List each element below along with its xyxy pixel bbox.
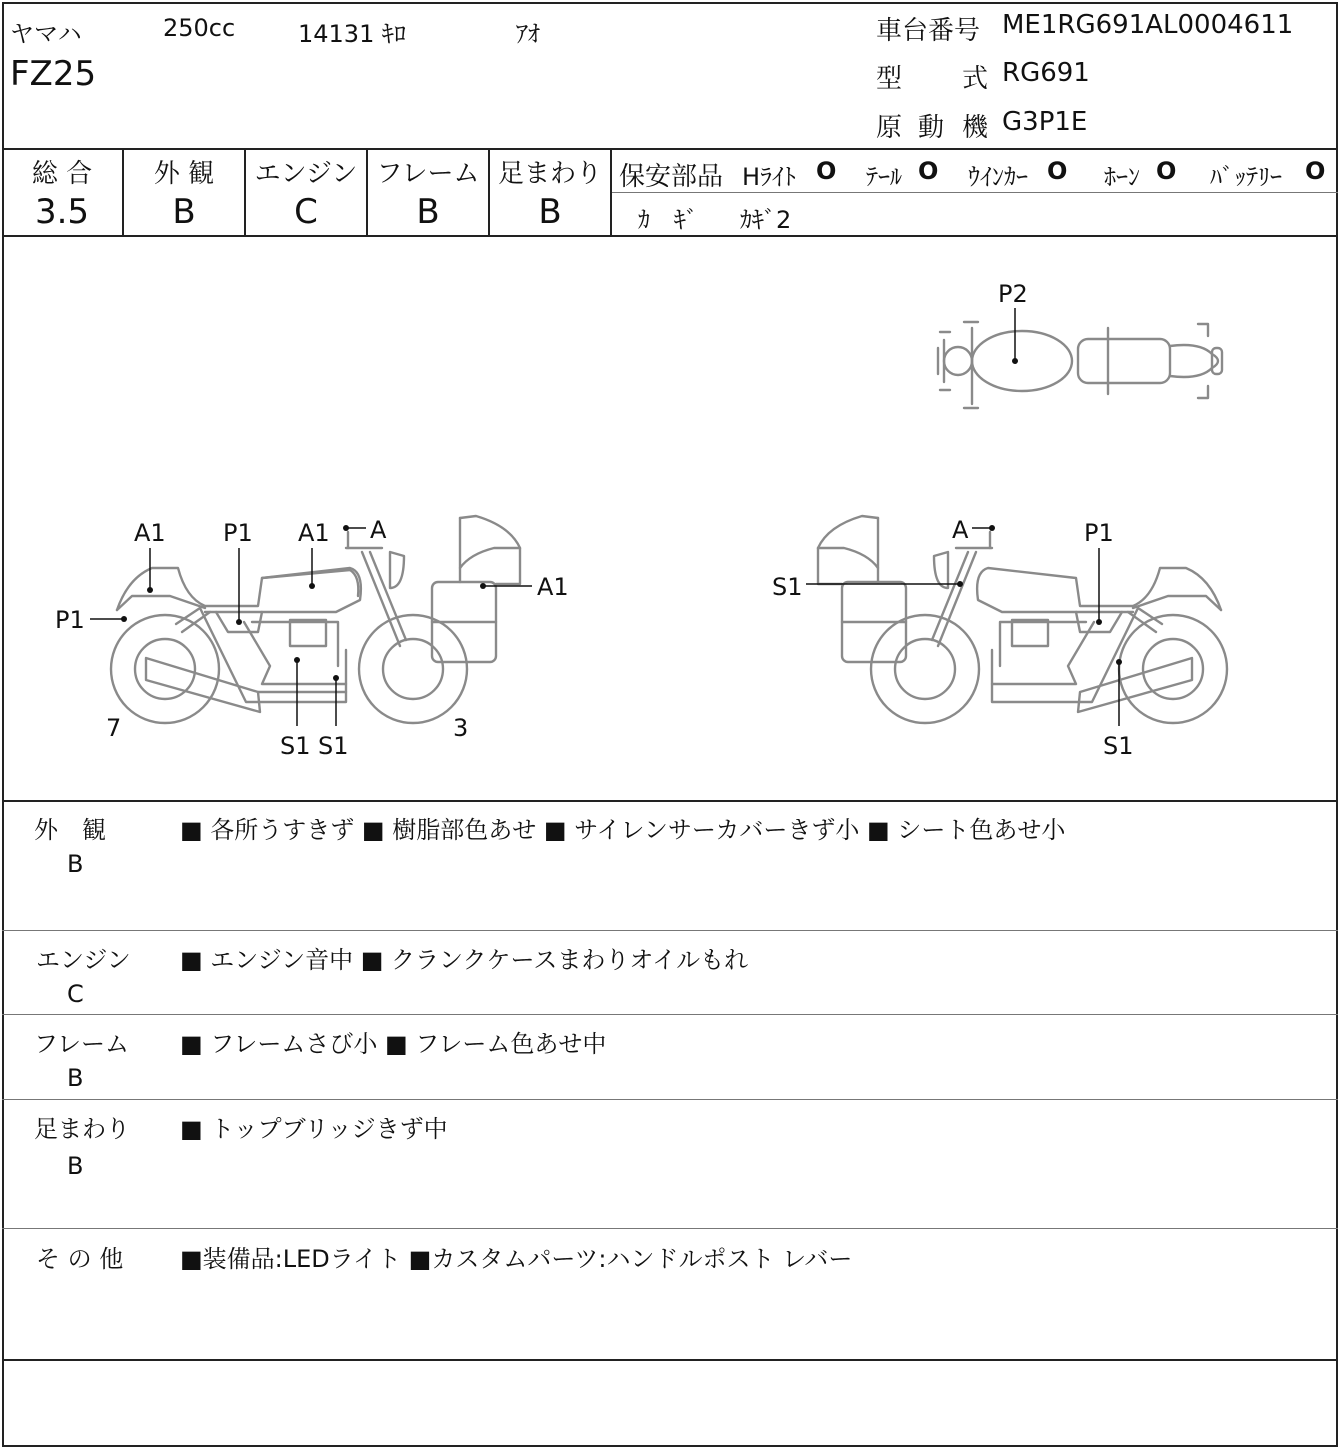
safety-battery-mark: O bbox=[1305, 157, 1326, 185]
label-a1-box: A1 bbox=[537, 573, 569, 601]
label-a1-rear: A1 bbox=[134, 519, 166, 547]
maker: ヤマハ bbox=[10, 20, 82, 48]
divider bbox=[2, 1228, 1338, 1229]
label-a1-tank: A1 bbox=[298, 519, 330, 547]
label-p1-right: P1 bbox=[1084, 519, 1114, 547]
damage-diagram bbox=[0, 236, 1341, 801]
grade-engine-label: エンジン bbox=[254, 159, 358, 189]
color: ｱｵ bbox=[516, 20, 540, 48]
note-suspension-grade: B bbox=[67, 1152, 84, 1180]
safety-horn-label: ﾎｰﾝ bbox=[1104, 163, 1140, 191]
safety-title: 保安部品 bbox=[619, 162, 724, 192]
grade-engine-value: C bbox=[294, 192, 318, 232]
label-p2: P2 bbox=[998, 280, 1028, 308]
label-p1-side: P1 bbox=[55, 606, 85, 634]
safety-horn-mark: O bbox=[1156, 157, 1177, 185]
key-label: ｶ ｷﾞ bbox=[638, 206, 698, 234]
grade-total-value: 3.5 bbox=[34, 192, 90, 232]
note-frame-grade: B bbox=[67, 1064, 84, 1092]
bike-right-view bbox=[818, 516, 1227, 723]
bike-top-view bbox=[938, 322, 1222, 408]
type-value: RG691 bbox=[1002, 58, 1090, 88]
divider bbox=[2, 1014, 1338, 1015]
type-label-2: 式 bbox=[962, 64, 989, 94]
grade-frame-label: フレーム bbox=[376, 159, 480, 189]
safety-tail-mark: O bbox=[918, 157, 939, 185]
label-a-handle-right: A bbox=[952, 516, 969, 544]
note-engine-grade: C bbox=[67, 980, 84, 1008]
label-s1-left: S1 bbox=[772, 573, 803, 601]
note-suspension-label: 足まわり bbox=[34, 1115, 130, 1143]
note-exterior-text: ■ 各所うすきず ■ 樹脂部色あせ ■ サイレンサーカバーきず小 ■ シート色あせ小 bbox=[180, 816, 1066, 844]
grade-exterior-label: 外 観 bbox=[153, 159, 215, 189]
safety-tail-label: ﾃｰﾙ bbox=[866, 163, 902, 191]
label-s1-a: S1 bbox=[280, 732, 311, 760]
note-frame-label: フレーム bbox=[34, 1030, 130, 1058]
grade-total-label: 総 合 bbox=[31, 159, 93, 189]
safety-battery-label: ﾊﾞｯﾃﾘｰ bbox=[1210, 163, 1282, 191]
note-engine-label: エンジン bbox=[36, 946, 131, 974]
grade-exterior-value: B bbox=[172, 192, 196, 232]
note-suspension-text: ■ トップブリッジきず中 bbox=[180, 1115, 448, 1143]
note-exterior-label: 外 観 bbox=[34, 816, 106, 844]
type-label-1: 型 bbox=[876, 64, 903, 94]
note-other-text: ■装備品:LEDライト ■カスタムパーツ:ハンドルポスト レバー bbox=[180, 1245, 853, 1273]
label-a-handle: A bbox=[370, 516, 387, 544]
model-name: FZ25 bbox=[10, 54, 97, 94]
chassis-value: ME1RG691AL0004611 bbox=[1002, 10, 1294, 40]
label-num-front: 3 bbox=[453, 714, 469, 742]
note-engine-text: ■ エンジン音中 ■ クランクケースまわりオイルもれ bbox=[180, 946, 749, 974]
bike-left-view bbox=[111, 516, 520, 723]
key-value: ｶｷﾞ2 bbox=[740, 206, 792, 234]
label-s1-bottom: S1 bbox=[1103, 732, 1134, 760]
label-p1-top: P1 bbox=[223, 519, 253, 547]
label-s1-b: S1 bbox=[318, 732, 349, 760]
safety-winker-mark: O bbox=[1047, 157, 1068, 185]
displacement: 250cc bbox=[163, 14, 236, 42]
engine-label-3: 機 bbox=[962, 113, 989, 143]
engine-label-2: 動 bbox=[918, 113, 945, 143]
note-other-label: そ の 他 bbox=[36, 1245, 124, 1273]
label-num-rear: 7 bbox=[106, 714, 122, 742]
engine-label-1: 原 bbox=[876, 113, 903, 143]
divider bbox=[2, 148, 1338, 150]
engine-value: G3P1E bbox=[1002, 107, 1088, 137]
divider bbox=[2, 930, 1338, 931]
mileage: 14131 ｷﾛ bbox=[298, 20, 406, 48]
chassis-label: 車台番号 bbox=[876, 16, 981, 46]
grade-suspension-label: 足まわり bbox=[497, 159, 602, 189]
grade-suspension-value: B bbox=[538, 192, 562, 232]
safety-winker-label: ｳｲﾝｶｰ bbox=[968, 163, 1028, 191]
note-frame-text: ■ フレームさび小 ■ フレーム色あせ中 bbox=[180, 1030, 607, 1058]
divider bbox=[2, 1359, 1338, 1361]
note-exterior-grade: B bbox=[67, 850, 84, 878]
divider bbox=[2, 1099, 1338, 1100]
grade-frame-value: B bbox=[416, 192, 440, 232]
safety-headlight-label: Hﾗｲﾄ bbox=[742, 163, 797, 191]
safety-headlight-mark: O bbox=[816, 157, 837, 185]
divider bbox=[2, 800, 1338, 802]
